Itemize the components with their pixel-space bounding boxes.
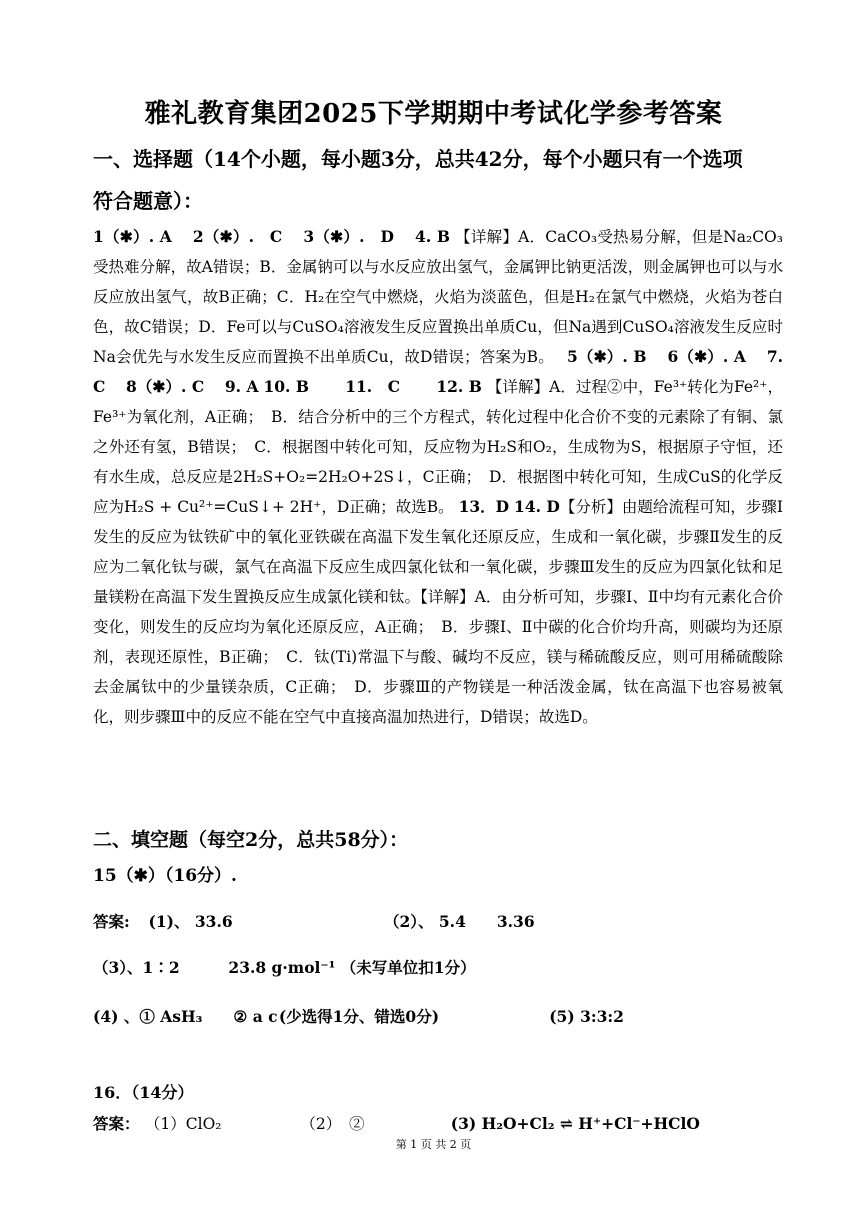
page-footer: 第 1 页 共 2 页 xyxy=(395,1138,472,1151)
answer-q4-label: 4. B xyxy=(415,227,450,246)
q14-analysis: 由题给流程可知，步骤Ⅰ发生的反应为钛铁矿中的氧化亚铁碳在高温下发生氧化还原反应，生成和一氧化碳，步骤Ⅱ发生的反应为二氧化钛与碳，氯气在高温下反应生成四氯化钛和一氧化碳，步骤Ⅲ发生的反应为四氯化钛和足量镁粉在高温下发生置换反应生成氯化镁和钛。 xyxy=(93,498,783,606)
q14-explanation-b: B．步骤Ⅰ、Ⅱ中碳的化合价均升高，则碳均为还原剂，表现还原性，B正确； xyxy=(93,618,783,666)
section1-heading-line1: 一、选择题（14个小题，每小题3分，总共42分，每个小题只有一个选项 xyxy=(93,147,743,171)
q4-explanation-d: D．Fe可以与CuSO₄溶液发生反应置换出单质Cu，但Na遇到CuSO₄溶液发生反应时Na会优先与水发生反应而置换不出单质Cu，故D错误；答案为B。 xyxy=(93,318,783,366)
q15-heading: 15（✱）（16分）. xyxy=(93,866,237,886)
section1-heading-line2: 符合题意）： xyxy=(93,189,203,213)
answer-q10: 10. B xyxy=(263,377,310,396)
q16-heading: 16．（14分） xyxy=(93,1083,194,1102)
answer-q9: 9. A xyxy=(224,377,259,396)
q15-part2: （2）、 5.4 3.36 xyxy=(383,912,535,931)
answer-q3: 3（✱）. D xyxy=(303,227,394,246)
q14-explanation-a: A．由分析可知，步骤Ⅰ、Ⅱ中均有元素化合价变化，则发生的反应均为氧化还原反应，A正确； xyxy=(93,588,783,636)
section1-heading xyxy=(93,138,783,222)
q14-explanation-d: D．步骤Ⅲ的产物镁是一种活泼金属，钛在高温下也容易被氧化，则步骤Ⅲ中的反应不能在空气中直接高温加热进行，D错误；故选D。 xyxy=(93,678,783,726)
answer-label: 答案: xyxy=(93,912,130,931)
q15-part4-formula: (4) 、① AsH₃ xyxy=(93,1007,203,1026)
q15-part4-note: (少选得1分、错选0分) xyxy=(278,1007,440,1026)
q15-answer-row1 xyxy=(93,910,535,932)
answer-q1: 1（✱）. A xyxy=(93,227,172,246)
q4-explanation-a: A．CaCO₃受热易分解，但是Na₂CO₃受热难分解，故A错误； xyxy=(93,228,783,276)
q4-explanation-c: C．H₂在空气中燃烧，火焰为淡蓝色，但是H₂在氯气中燃烧，火焰为苍白色，故C错误； xyxy=(93,288,783,336)
q4-explanation-b: B．金属钠可以与水反应放出氢气，金属钾比钠更活泼，则金属钾也可以与水反应放出氢气，故B正确； xyxy=(93,258,783,306)
detail-tag-q14: 【详解】 xyxy=(420,588,475,606)
answer-q2: 2（✱）. C xyxy=(192,227,283,246)
q16-part3: (3) H₂O+Cl₂ ⇌ H⁺+Cl⁻+HClO xyxy=(450,1114,700,1133)
q15-answer-row2 xyxy=(93,956,476,978)
section1-answers xyxy=(93,222,783,732)
q15-part4-choice: ② a c xyxy=(233,1007,278,1026)
q15-answer-row3 xyxy=(93,1005,624,1027)
answer-q11: 11. C xyxy=(345,377,401,396)
q12-explanation-b: B．结合分析中的三个方程式，转化过程中化合价不变的元素除了有铜、氯之外还有氢，B错误； xyxy=(93,408,783,456)
q16-part1: （1）ClO₂ xyxy=(144,1115,222,1133)
detail-tag: 【详解】 xyxy=(455,228,519,246)
answer-q13: 13．D xyxy=(458,497,510,516)
q15-part1: (1)、 33.6 xyxy=(148,912,233,931)
answer-q5: 5（✱）. B xyxy=(566,347,647,366)
analysis-tag: 【分析】 xyxy=(559,498,622,516)
q16-answer-label: 答案： xyxy=(93,1114,140,1133)
answer-q8: 8（✱）. C xyxy=(125,377,205,396)
q15-part3-molar-mass: 23.8 g·mol⁻¹ （未写单位扣1分） xyxy=(228,958,476,977)
q12-explanation-c: C．根据图中转化可知，反应物为H₂S和O₂，生成物为S，根据原子守恒，还有水生成，总反应是2H₂S+O₂=2H₂O+2S↓，C正确； xyxy=(93,438,783,486)
page-title: 雅礼教育集团2025下学期期中考试化学参考答案 xyxy=(144,99,723,129)
detail-tag-q12: 【详解】 xyxy=(486,378,550,396)
q14-explanation-c: C．钛(Ti)常温下与酸、碱均不反应，镁与稀硫酸反应，则可用稀硫酸除去金属钛中的少量镁杂质，C正确； xyxy=(93,648,783,696)
q12-explanation-a: A．过程②中，Fe³⁺转化为Fe²⁺，Fe³⁺为氧化剂，A正确； xyxy=(93,378,783,426)
answer-q7: 7. C xyxy=(93,347,784,396)
q16-part2: （2） ② xyxy=(300,1115,365,1133)
answer-q12-label: 12. B xyxy=(436,377,482,396)
q16-answer-row1 xyxy=(93,1112,700,1134)
answer-q6: 6（✱）. A xyxy=(667,347,746,366)
q15-part3-ratio: （3）、1∶2 xyxy=(93,958,180,977)
section2-heading: 二、填空题（每空2分，总共58分）： xyxy=(93,829,409,851)
q12-explanation-d: D．根据图中转化可知，生成CuS的化学反应为H₂S + Cu²⁺=CuS↓+ 2H⁺，D正确；故选B。 xyxy=(93,468,783,516)
q15-part5: (5) 3:3:2 xyxy=(549,1007,624,1026)
answer-q14-label: 14. D xyxy=(514,497,560,516)
